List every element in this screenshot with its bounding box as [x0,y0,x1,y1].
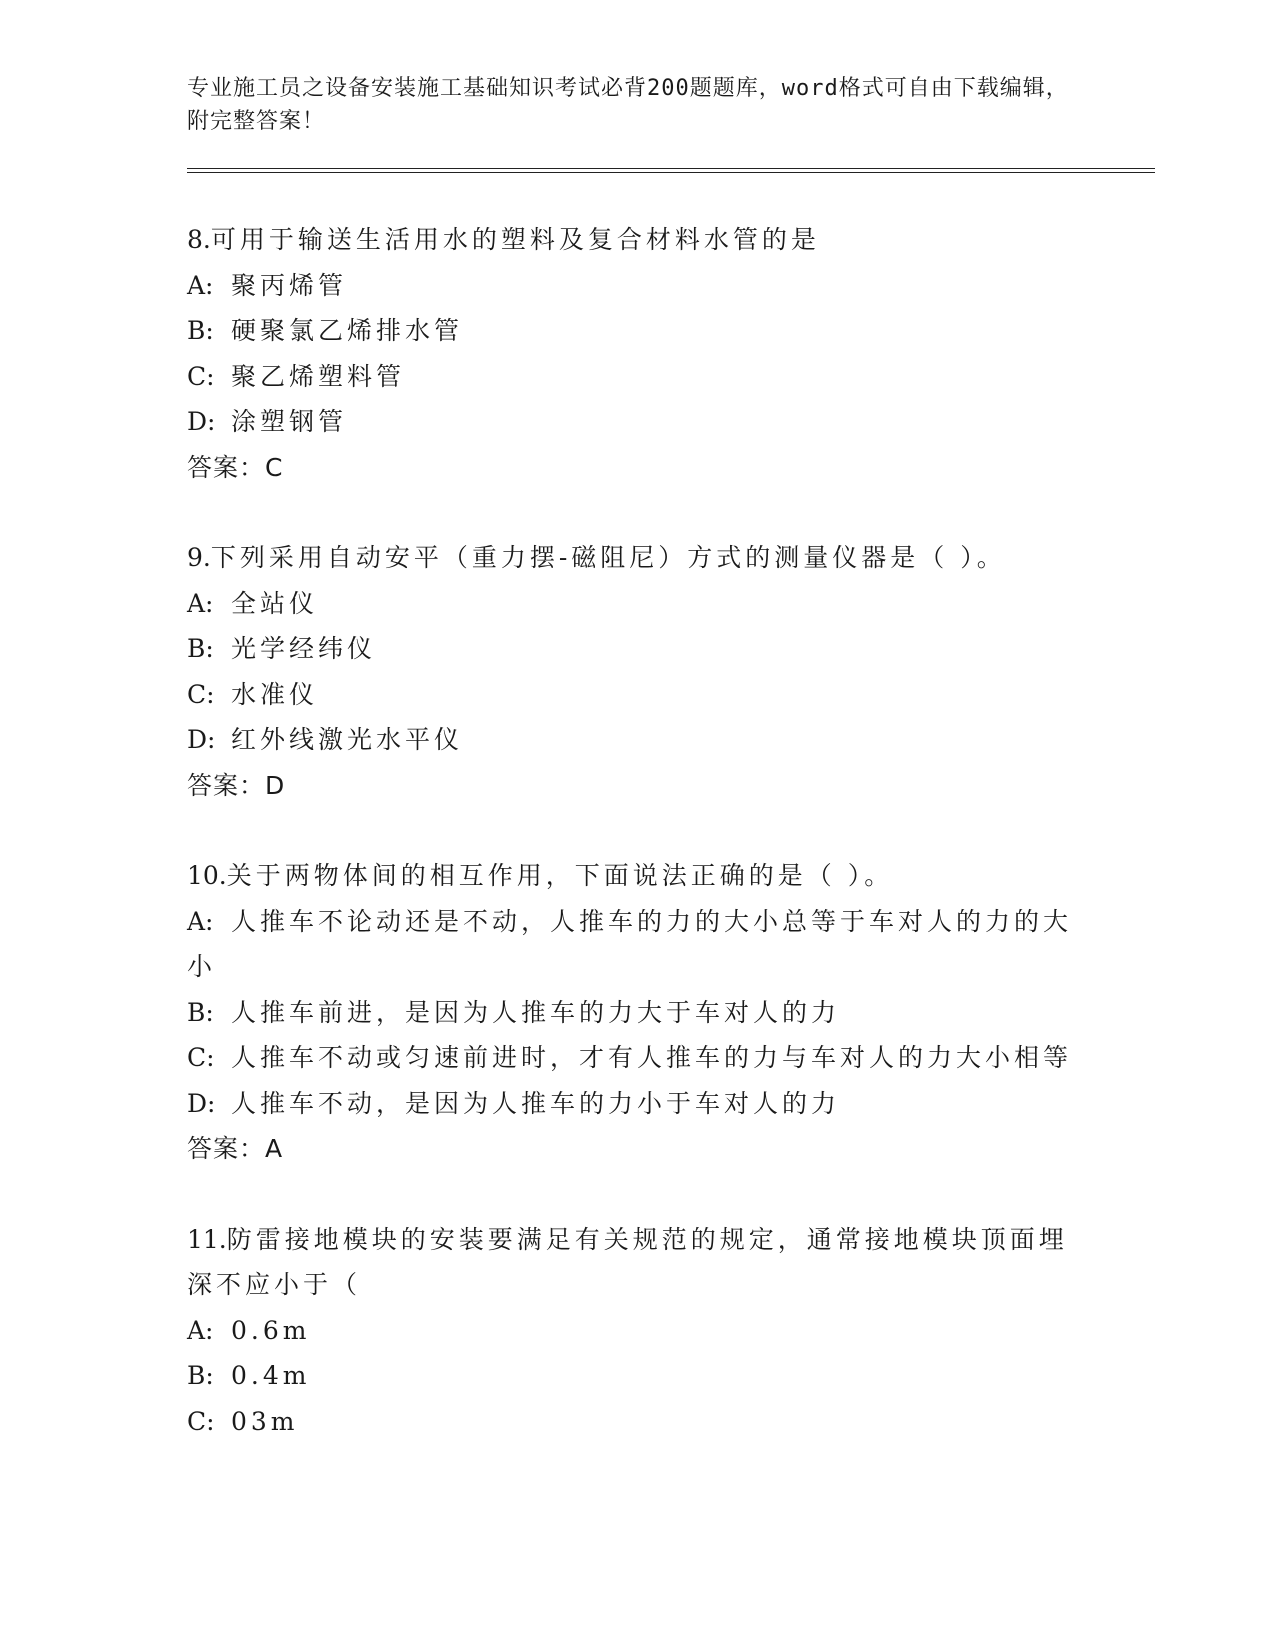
option-key: C: [187,679,215,709]
option-text: 水准仪 [231,679,319,709]
option-text: 0.6m [231,1315,311,1345]
question-9 [187,535,1147,808]
option-b [187,990,1077,1036]
question-number: 10. [187,861,227,890]
option-text: 03m [231,1406,299,1436]
option-key: B: [187,1361,214,1390]
option-key: A: [187,1315,214,1345]
answer-line: 答案：A [187,1134,284,1163]
option-text: 涂塑钢管 [231,407,348,436]
option-key: C: [187,1406,215,1436]
option-c [187,1399,1077,1445]
option-key: B: [187,316,214,345]
option-key: D: [187,725,216,754]
question-stem: 可用于输送生活用水的塑料及复合材料水管的是 [210,225,820,254]
option-key: A: [187,588,214,618]
option-key: C: [187,1043,215,1072]
option-text: 聚乙烯塑料管 [231,361,406,391]
option-key: B: [187,634,214,663]
question-stem: 防雷接地模块的安装要满足有关规范的规定，通常接地模块顶面埋深不应小于（ [187,1224,1068,1299]
option-key: B: [187,997,214,1027]
question-text [187,535,1077,581]
option-text: 光学经纬仪 [231,634,377,663]
option-c [187,1035,1077,1081]
option-text: 硬聚氯乙烯排水管 [231,316,464,345]
option-d [187,717,1077,763]
option-key: A: [187,270,214,300]
question-stem: 下列采用自动安平（重力摆-磁阻尼）方式的测量仪器是（ ）。 [210,543,1006,572]
answer-line: 答案：D [187,770,286,800]
option-a [187,1308,1077,1354]
question-stem: 关于两物体间的相互作用，下面说法正确的是（ ）。 [226,861,894,890]
option-a [187,263,1077,309]
option-a [187,581,1077,627]
document-header: 专业施工员之设备安装施工基础知识考试必背200题题库，word格式可自由下载编辑，附完整答案！ [187,76,1069,134]
option-key: D: [187,407,216,436]
question-text [187,1217,1077,1308]
option-text: 人推车前进，是因为人推车的力大于车对人的力 [231,997,841,1027]
option-text: 红外线激光水平仪 [231,725,464,754]
question-8 [187,217,1147,490]
option-a [187,899,1077,990]
option-b [187,626,1077,672]
question-text [187,217,1077,263]
question-number: 8. [187,225,211,254]
header-double-rule [187,168,1155,173]
option-text: 人推车不动或匀速前进时，才有人推车的力与车对人的力大小相等 [231,1043,1073,1072]
question-list [187,217,1147,1444]
option-d [187,1081,1077,1127]
option-key: C: [187,361,215,391]
option-b [187,1353,1077,1399]
option-text: 人推车不动，是因为人推车的力小于车对人的力 [231,1088,841,1118]
question-text [187,853,1077,899]
option-b [187,308,1077,354]
option-c [187,354,1077,400]
option-c [187,672,1077,718]
option-text: 0.4m [231,1361,311,1390]
option-text: 全站仪 [231,588,319,618]
question-10 [187,853,1147,1172]
option-key: A: [187,906,214,936]
option-text: 人推车不论动还是不动，人推车的力的大小总等于车对人的力的大小 [187,906,1073,981]
question-number: 11. [187,1224,227,1254]
option-key: D: [187,1088,216,1118]
document-page [187,72,1147,1489]
option-d [187,399,1077,445]
question-11 [187,1217,1147,1445]
option-text: 聚丙烯管 [231,270,348,300]
question-number: 9. [187,543,211,572]
answer-line: 答案：C [187,452,284,482]
